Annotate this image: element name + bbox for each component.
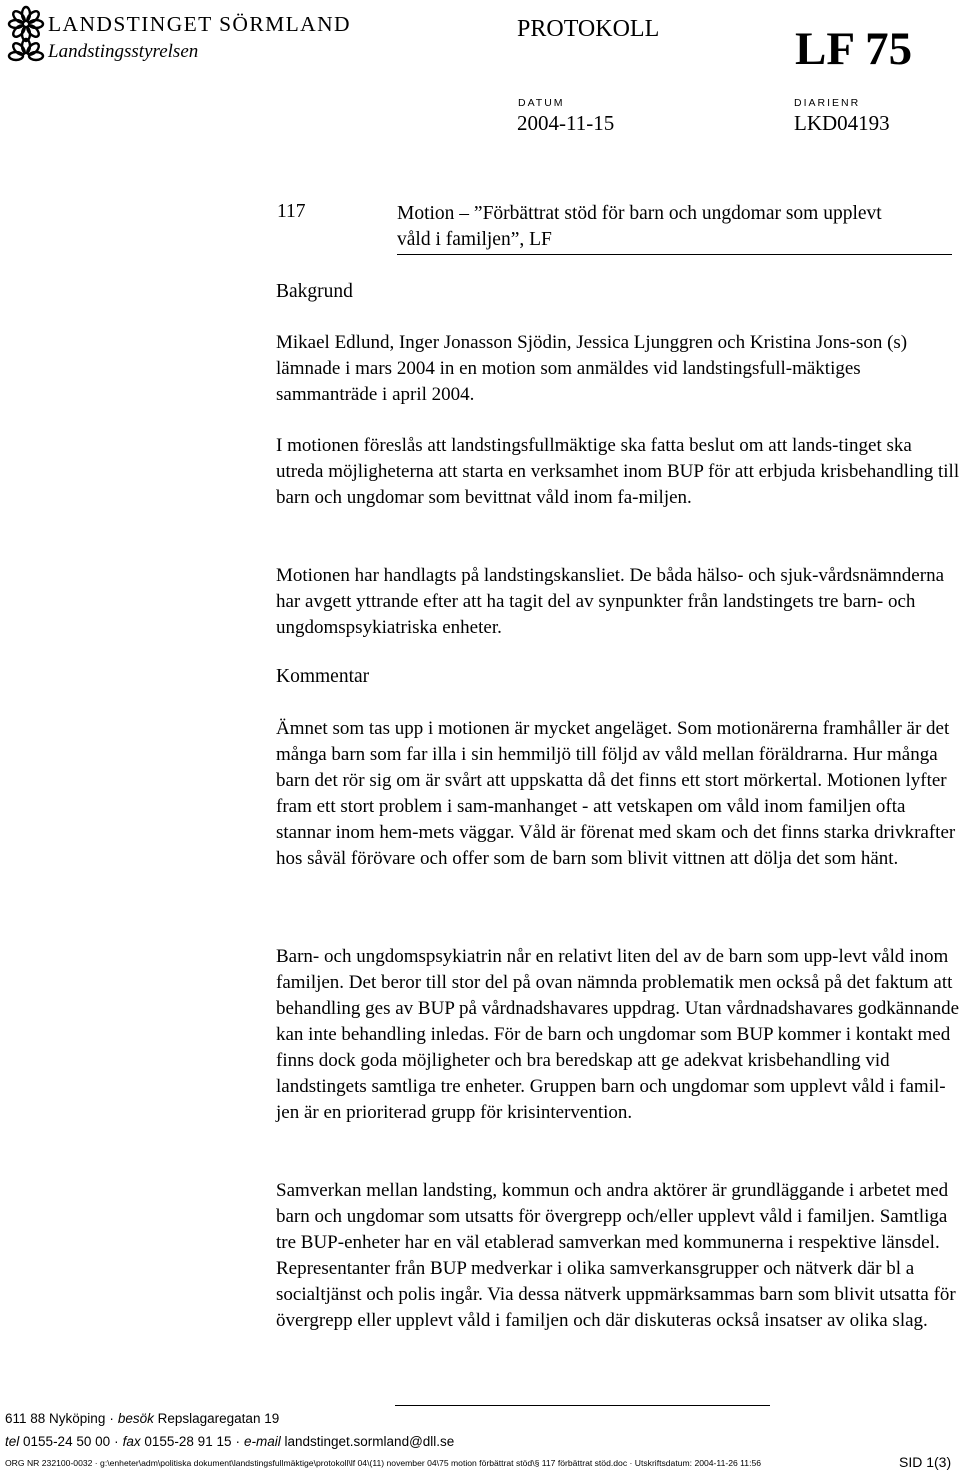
item-title [397,201,955,255]
paragraph-3: Motionen har handlagts på landstingskansliet. De båda hälso- och sjuk-vårdsnämnderna har avgett yttrande efter att ha tagit del av synpunkter från landstingets tre barn- och ungdomspsykiatriska enheter. [276,565,944,638]
paragraph-number: 117 [277,201,306,222]
diarie-label: DIARIENR [794,97,861,109]
organization-subtitle: Landstingsstyrelsen [48,41,199,62]
organization-name: LANDSTINGET SÖRMLAND [48,12,351,36]
heading-bakgrund: Bakgrund [276,281,353,302]
paragraph-5: Barn- och ungdomspsykiatrin når en relativt liten del av de barn som upp-levt våld inom familjen. Det beror till stor del på ovan nämnda problematik men också på det faktum att behandling ges av BUP på vårdnadshavares uppdrag. Utan vårdnadshavares godkännande kan inte behandling inledas. För de barn och ungdomar som BUP kommer i kontakt med finns dock goda möjligheter och bra beredskap att ge adekvat krisbehandling vid landstingets samtliga tre enheter. Gruppen barn och ungdomar som upplevt våld i famil-jen är en prioriterad grupp för krisintervention. [276,946,960,1123]
paragraph-4: Ämnet som tas upp i motionen är mycket angeläget. Som motionärerna framhåller är det många barn som far illa i sin hemmiljö till följd av våld mellan föräldrarna. Hur många barn det rör sig om är svårt att uppskatta då det finns ett stort mörkertal. Motionen lyfter fram ett stort problem i sam-manhanget - att vetskapen om våld inom familjen ofta stannar inom hem-mets väggar. Våld är förenat med skam och det finns starka drivkrafter hos såväl förövare och offer som de barn som blivit vittnen att dölja det som hänt. [276,718,956,869]
organization-logo-icon [6,4,46,66]
fax-label: fax [122,1434,141,1449]
footer-divider [395,1405,770,1406]
page-number: SID 1(3) [899,1454,952,1470]
date-label: DATUM [518,97,565,109]
footer-contact: tel 0155-24 50 00 · fax 0155-28 91 15 · e-mail landstinget.sormland@dll.se [5,1434,455,1449]
tel-number: 0155-24 50 00 [23,1434,111,1449]
tel-label: tel [5,1434,20,1449]
item-title-line-1: Motion – ”Förbättrat stöd för barn och ungdomar som upplevt [397,203,882,224]
item-title-line-2: våld i familjen”, LF [397,227,952,255]
fax-number: 0155-28 91 15 [144,1434,232,1449]
document-code: LF 75 [795,23,913,75]
paragraph-2: I motionen föreslås att landstingsfullmäktige ska fatta beslut om att lands-tinget ska utreda möjligheterna att starta en verksamhet inom BUP för att erbjuda krisbehandling till barn och ungdomar som bevittnat våld inom fa-miljen. [276,435,960,508]
visit-label: besök [117,1411,154,1426]
diarie-value: LKD04193 [794,111,890,135]
email-label: e-mail [243,1434,281,1449]
visit-address: Repslagaregatan 19 [157,1411,280,1426]
paragraph-6: Samverkan mellan landsting, kommun och andra aktörer är grundläggande i arbetet med barn och ungdomar som utsatts för övergrepp och/eller upplevt våld i familjen. Samtliga tre BUP-enheter har en väl etablerad samverkan med kommunerna i respektive länsdel. Representanter från BUP medverkar i olika samverkansgrupper och nätverk där bl a socialtjänst och polis ingår. Via dessa nätverk uppmärksammas barn som blivit utsatta för övergrepp eller upplevt våld i familjen och där diskuteras också insatser av olika slag. [276,1180,956,1331]
footer-address: 611 88 Nyköping · besök Repslagaregatan 19 [5,1411,280,1426]
footer-reference: ORG NR 232100-0032 · g:\enheter\adm\politiska dokument\landstingsfullmäktige\protokoll\lf 04\(11) november 04\75 motion förbättrat stöd\§ 117 förbättrat stöd.doc · Utskriftsdatum: 2004-11-26 11:56 [5,1458,762,1468]
postal-address: 611 88 Nyköping [5,1411,106,1426]
heading-kommentar: Kommentar [276,666,370,687]
document-type: PROTOKOLL [517,16,660,42]
date-value: 2004-11-15 [517,111,615,135]
email-address[interactable]: landstinget.sormland@dll.se [284,1434,455,1449]
paragraph-1: Mikael Edlund, Inger Jonasson Sjödin, Jessica Ljunggren och Kristina Jons-son (s) lämnade i mars 2004 in en motion som anmäldes vid landstingsfull-mäktiges sammanträde i april 2004. [276,332,908,405]
